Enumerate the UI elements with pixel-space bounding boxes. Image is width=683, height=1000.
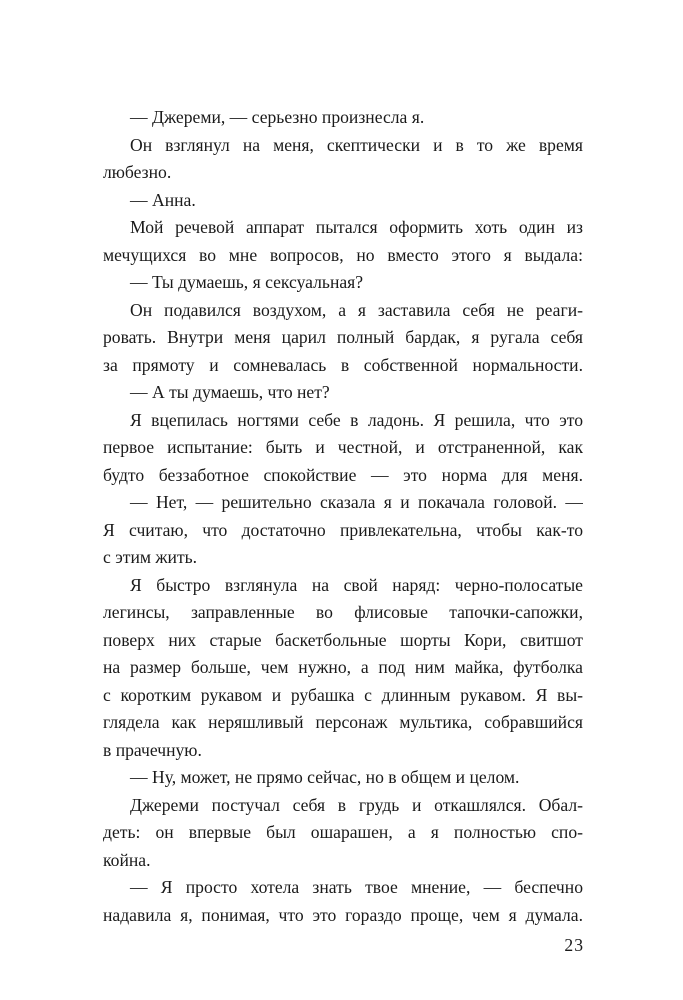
text-line: — Ну, может, не прямо сейчас, но в общем и целом. [130, 767, 520, 787]
text-line: Я считаю, что достаточно привлекательна, чтобы как-то [103, 519, 583, 540]
text-line: любезно. [103, 162, 172, 182]
text-line: Я быстро взглянула на свой наряд: черно-полосатые [130, 574, 583, 595]
text-line: Мой речевой аппарат пытался оформить хоть один из [130, 217, 583, 237]
text-line: на размер больше, чем нужно, а под ним майка, футболка [103, 657, 583, 677]
text-line: поверх них старые баскетбольные шорты Кори, свитшот [103, 629, 583, 650]
text-line: — Джереми, — серьезно произнесла я. [130, 107, 425, 127]
text-line: будто беззаботное спокойствие — это норма для меня. [103, 464, 583, 485]
text-line: надавила я, понимая, что это гораздо проще, чем я думала. [103, 904, 583, 925]
text-line: Джереми постучал себя в грудь и откашлялся. Обал- [130, 794, 583, 815]
text-line: Я вцепилась ногтями себе в ладонь. Я решила, что это [130, 409, 583, 430]
text-line: глядела как неряшливый персонаж мультика, собравшийся [103, 712, 583, 732]
text-line: — Я просто хотела знать твое мнение, — беспечно [130, 877, 583, 897]
text-line: — Ты думаешь, я сексуальная? [130, 272, 364, 292]
page-number: 23 [564, 935, 584, 955]
text-line: с этим жить. [103, 547, 198, 567]
text-line: мечущихся во мне вопросов, но вместо этого я выдала: [103, 244, 583, 265]
page-text [103, 104, 583, 929]
text-line: легинсы, заправленные во флисовые тапочки-сапожки, [103, 602, 583, 622]
text-line: ровать. Внутри меня царил полный бардак, я ругала себя [103, 327, 583, 347]
text-line: деть: он впервые был ошарашен, а я полностью спо- [103, 822, 583, 842]
text-line: за прямоту и сомневалась в собственной нормальности. [103, 354, 583, 375]
text-line: в прачечную. [103, 739, 202, 760]
text-line: — А ты думаешь, что нет? [130, 382, 330, 402]
text-line: — Нет, — решительно сказала я и покачала головой. — [130, 492, 583, 512]
text-line: Он взглянул на меня, скептически и в то же время [130, 134, 583, 155]
text-line: койна. [103, 849, 151, 870]
text-line: — Анна. [130, 189, 196, 210]
text-line: Он подавился воздухом, а я заставила себя не реаги- [130, 299, 583, 320]
text-line: с коротким рукавом и рубашка с длинным рукавом. Я вы- [103, 684, 583, 705]
text-line: первое испытание: быть и честной, и отстраненной, как [103, 437, 583, 457]
